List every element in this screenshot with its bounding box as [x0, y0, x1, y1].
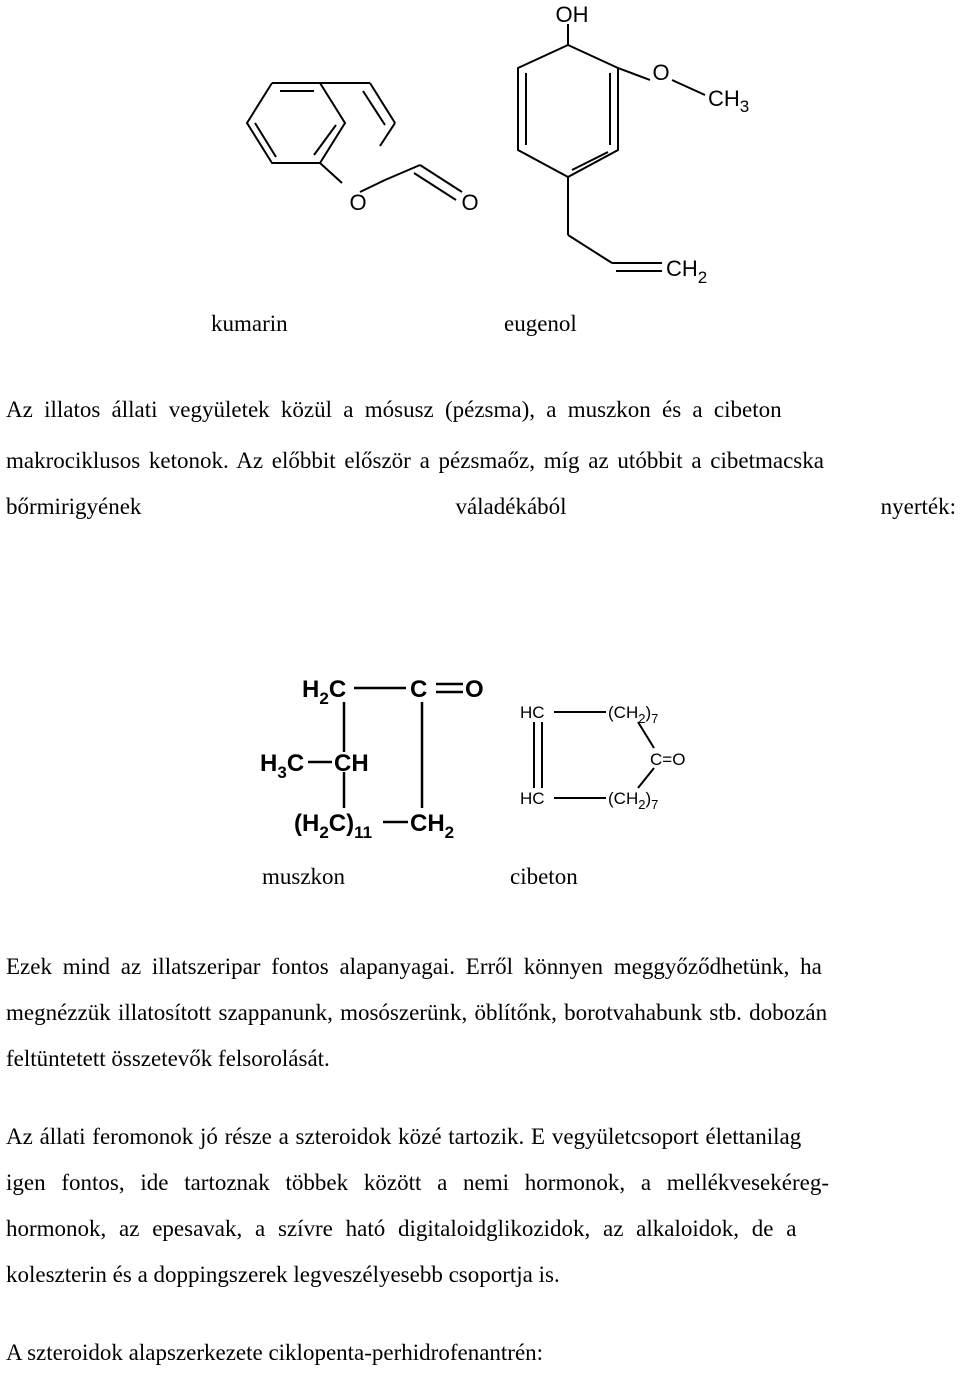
eugenol-methyl — [708, 86, 749, 116]
paragraph2-line3: feltüntetett összetevők felsorolását. — [6, 1046, 330, 1071]
civetone-hc-bottom: HC — [520, 789, 545, 808]
paragraph3-line4: koleszterin és a doppingszerek legveszélyesebb csoportja is. — [6, 1262, 560, 1287]
caption-kumarin: kumarin — [211, 311, 288, 336]
paragraph1-line1-text: Az illatos állati vegyületek közül a mósusz (pézsma), a muszkon és a cibeton — [6, 397, 782, 422]
paragraph2-line1: Ezek mind az illatszeripar fontos alapanyagai. Erről könnyen meggyőződhetünk, ha — [6, 954, 822, 979]
muscone-ch2 — [410, 810, 454, 842]
eugenol-methylene — [666, 256, 707, 287]
muscone-chain-c: C) — [328, 810, 355, 837]
muscone-ch: CH — [334, 750, 369, 777]
paragraph1-word-1: bőrmirigyének — [6, 494, 142, 519]
muscone-carbonyl-c: C — [410, 676, 428, 703]
muscone-chain-n: 11 — [354, 823, 373, 842]
paragraph4-line1: A szteroidok alapszerkezete ciklopenta-perhidrofenantrén: — [6, 1340, 544, 1365]
paragraph3-line3: hormonok, az epesavak, a szívre ható digitaloidglikozidok, az alkaloidok, de a — [6, 1216, 797, 1241]
caption-muszkon: muszkon — [262, 864, 346, 889]
muscone-h2c-top — [302, 676, 346, 708]
civetone-ch2-bot-open: (CH — [608, 789, 639, 808]
paragraph1-line1 — [6, 397, 956, 423]
paragraph1-word-3: nyerték: — [880, 494, 956, 519]
muscone-carbonyl-o: O — [465, 676, 484, 703]
eugenol-hydroxyl: OH — [555, 2, 589, 27]
muscone-chain-sub: 2 — [319, 823, 329, 842]
muscone-h3c-sub: 3 — [277, 763, 287, 782]
civetone-ch2-bottom — [608, 789, 658, 812]
eugenol-ether-oxygen: O — [652, 60, 670, 85]
paragraph2-line2: megnézzük illatosított szappanunk, mosószerünk, öblítőnk, borotvahabunk stb. dobozán — [6, 1000, 828, 1025]
paragraph3-line1: Az állati feromonok jó része a szteroidok közé tartozik. E vegyületcsoport élettanilag — [6, 1124, 802, 1149]
muscone-h2c-top-sub: 2 — [319, 689, 329, 708]
muscone-ch2-sub: 2 — [444, 823, 455, 842]
civetone-ch2-bot-n: 7 — [651, 797, 659, 812]
eugenol-structure — [500, 0, 760, 295]
civetone-ch2-bot-sub: 2 — [638, 797, 646, 812]
eugenol-methylene-sub: 2 — [697, 268, 708, 287]
muscone-h3c — [260, 750, 304, 782]
civetone-ch2-bot-close: ) — [645, 789, 652, 808]
muscone-structure — [258, 668, 498, 843]
civetone-structure — [512, 688, 702, 828]
civetone-ch2-top-close: ) — [645, 703, 652, 722]
eugenol-methylene-c: CH — [666, 256, 698, 281]
muscone-chain-open: (H — [294, 810, 320, 837]
paragraph1-line2: makrociklusos ketonok. Az előbbit először a pézsmaőz, míg az utóbbit a cibetmacska — [6, 448, 824, 473]
coumarin-carbonyl-oxygen: O — [461, 190, 479, 215]
civetone-hc-top: HC — [520, 703, 545, 722]
coumarin-structure — [210, 70, 500, 220]
muscone-h3c-h: H — [260, 750, 278, 777]
civetone-ch2-top-n: 7 — [651, 711, 659, 726]
paragraph3-line2: igen fontos, ide tartoznak többek között a nemi hormonok, a mellékvesekéreg- — [6, 1170, 829, 1195]
muscone-h3c-c: C — [286, 750, 305, 777]
coumarin-ring-oxygen: O — [349, 190, 367, 215]
muscone-ch2-c: CH — [410, 810, 445, 837]
paragraph1-word-2: váladékából — [455, 494, 567, 519]
muscone-h2c-top-c: C — [328, 676, 347, 703]
civetone-ch2-top — [608, 703, 658, 726]
eugenol-methyl-sub: 3 — [739, 97, 750, 116]
civetone-ch2-top-open: (CH — [608, 703, 639, 722]
paragraph1-line3 — [6, 494, 956, 520]
caption-eugenol: eugenol — [504, 311, 577, 336]
civetone-carbonyl: C=O — [650, 750, 686, 769]
civetone-ch2-top-sub: 2 — [638, 711, 646, 726]
muscone-h2c-chain — [294, 810, 372, 842]
caption-cibeton: cibeton — [510, 864, 578, 889]
eugenol-methyl-c: CH — [708, 86, 740, 111]
muscone-h2c-top-h: H — [302, 676, 320, 703]
